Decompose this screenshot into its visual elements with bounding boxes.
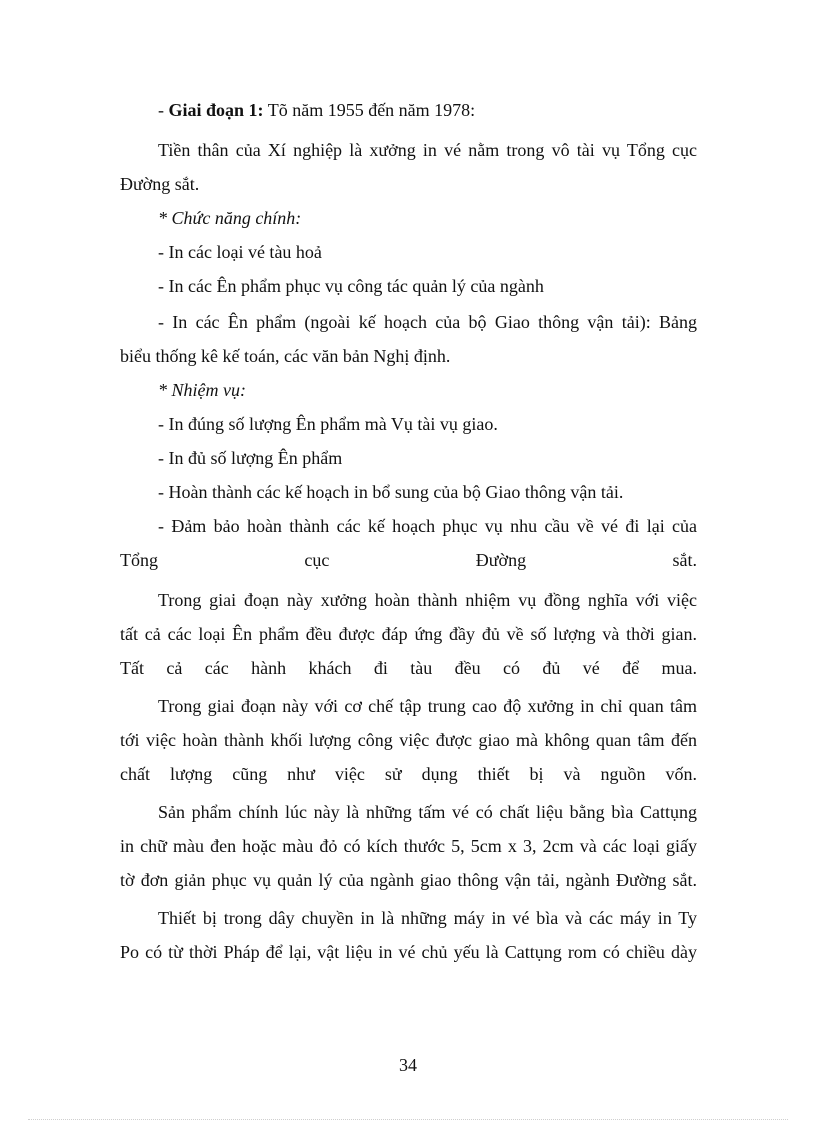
body-line: Tổng cục Đường sắt. xyxy=(120,550,697,570)
body-line: Sản phẩm chính lúc này là những tấm vé có chất liệu bằng bìa Cattụng xyxy=(158,802,697,822)
stage-heading-prefix: - xyxy=(158,100,169,120)
list-item: - Hoàn thành các kế hoạch in bổ sung của bộ Giao thông vận tải. xyxy=(158,482,624,502)
list-item: - Đảm bảo hoàn thành các kế hoạch phục vụ nhu cầu về vé đi lại của xyxy=(158,516,697,536)
section-heading-functions: * Chức năng chính: xyxy=(158,208,302,228)
body-line: Tiền thân của Xí nghiệp là xưởng in vé nằm trong vô tài vụ Tổng cục xyxy=(158,140,697,160)
stage-heading xyxy=(158,96,475,124)
list-item: - In đúng số lượng Ên phẩm mà Vụ tài vụ giao. xyxy=(158,414,498,434)
body-line: Thiết bị trong dây chuyền in là những máy in vé bìa và các máy in Ty xyxy=(158,908,697,928)
stage-heading-rest: Tõ năm 1955 đến năm 1978: xyxy=(263,100,476,120)
body-line: Tất cả các hành khách đi tàu đều có đủ vé để mua. xyxy=(120,658,697,678)
body-line: tới việc hoàn thành khối lượng công việc được giao mà không quan tâm đến xyxy=(120,730,697,750)
body-line: Trong giai đoạn này xưởng hoàn thành nhiệm vụ đồng nghĩa với việc xyxy=(158,590,697,610)
body-line: chất lượng cũng như việc sử dụng thiết bị và nguồn vốn. xyxy=(120,764,697,784)
list-item: - In các Ên phẩm phục vụ công tác quản lý của ngành xyxy=(158,276,544,296)
page-bottom-divider xyxy=(28,1119,788,1120)
body-line: Trong giai đoạn này với cơ chế tập trung cao độ xưởng in chỉ quan tâm xyxy=(158,696,697,716)
list-item: - In các loại vé tàu hoả xyxy=(158,242,322,262)
body-line: Đường sắt. xyxy=(120,174,200,194)
body-line: tất cả các loại Ên phẩm đều được đáp ứng đầy đủ về số lượng và thời gian. xyxy=(120,624,697,644)
stage-heading-label: Giai đoạn 1: xyxy=(168,100,264,120)
body-line: tờ đơn giản phục vụ quản lý của ngành giao thông vận tải, ngành Đường sắt. xyxy=(120,870,697,890)
page-number: 34 xyxy=(399,1055,417,1075)
list-item: - In đủ số lượng Ên phẩm xyxy=(158,448,343,468)
section-heading-tasks: * Nhiệm vụ: xyxy=(158,380,246,400)
body-line: biểu thống kê kế toán, các văn bản Nghị định. xyxy=(120,346,451,366)
list-item: - In các Ên phẩm (ngoài kế hoạch của bộ Giao thông vận tải): Bảng xyxy=(158,312,697,332)
body-line: in chữ màu đen hoặc màu đỏ có kích thước 5, 5cm x 3, 2cm và các loại giấy xyxy=(120,836,697,856)
body-line: Po có từ thời Pháp để lại, vật liệu in vé chủ yếu là Cattụng rom có chiều dày xyxy=(120,942,697,962)
